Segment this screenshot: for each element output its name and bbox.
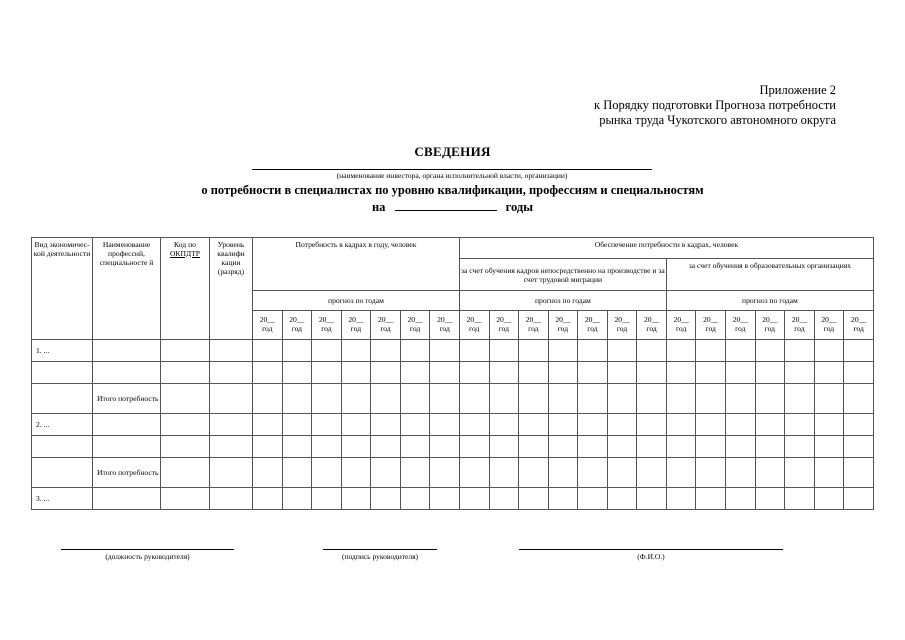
- year-label: 20__: [555, 315, 571, 324]
- year-label: 20__: [289, 315, 305, 324]
- appendix-line-2: к Порядку подготовки Прогноза потребности: [594, 98, 836, 112]
- value-cell[interactable]: [459, 362, 489, 384]
- value-cell[interactable]: [430, 340, 460, 362]
- value-cell[interactable]: [489, 362, 519, 384]
- table-row: [32, 488, 874, 510]
- value-cell[interactable]: [696, 488, 726, 510]
- value-cell[interactable]: [312, 384, 342, 414]
- year-word: год: [262, 324, 273, 333]
- value-cell[interactable]: [312, 458, 342, 488]
- year-label: 20__: [466, 315, 482, 324]
- table-row: [32, 436, 874, 458]
- value-cell[interactable]: [430, 384, 460, 414]
- value-cell[interactable]: [666, 414, 696, 436]
- value-cell[interactable]: [755, 414, 785, 436]
- value-cell[interactable]: [253, 458, 283, 488]
- position-line[interactable]: [61, 549, 234, 550]
- name-line[interactable]: [519, 549, 783, 550]
- value-cell[interactable]: [210, 362, 253, 384]
- year-word: год: [764, 324, 776, 333]
- value-cell[interactable]: [371, 340, 401, 362]
- value-cell[interactable]: [371, 458, 401, 488]
- value-cell[interactable]: [578, 384, 608, 414]
- value-cell[interactable]: [400, 458, 430, 488]
- year-word: год: [616, 324, 628, 333]
- value-cell[interactable]: [578, 488, 608, 510]
- activity-cell[interactable]: 1. ...: [32, 340, 93, 362]
- header-level: Уровень квалифи кации (разряд): [210, 238, 253, 340]
- value-cell[interactable]: [341, 488, 371, 510]
- value-cell[interactable]: [696, 384, 726, 414]
- profession-cell[interactable]: Итого потребность: [93, 384, 161, 414]
- value-cell[interactable]: [637, 384, 667, 414]
- value-cell[interactable]: [637, 362, 667, 384]
- signature-line[interactable]: [323, 549, 437, 550]
- header-forecast-education: прогноз по годам: [666, 291, 873, 311]
- appendix-line-1: Приложение 2: [759, 83, 836, 97]
- year-label: 20__: [821, 315, 837, 324]
- appendix-header: [560, 83, 836, 128]
- header-forecast-migration: прогноз по годам: [459, 291, 666, 311]
- value-cell[interactable]: [253, 414, 283, 436]
- value-cell[interactable]: [637, 414, 667, 436]
- investor-name-field[interactable]: [252, 169, 652, 170]
- value-cell[interactable]: [489, 384, 519, 414]
- header-code-okpdtr: ОКПДТР: [169, 249, 201, 258]
- value-cell[interactable]: [312, 488, 342, 510]
- value-cell[interactable]: [282, 436, 312, 458]
- year-header-cell: [637, 311, 667, 340]
- period-prefix: на: [371, 200, 386, 214]
- value-cell[interactable]: [400, 414, 430, 436]
- year-header-cell: [519, 311, 549, 340]
- value-cell[interactable]: [607, 488, 637, 510]
- value-cell[interactable]: [785, 458, 815, 488]
- year-word: год: [321, 324, 332, 333]
- value-cell[interactable]: [312, 414, 342, 436]
- value-cell[interactable]: [253, 362, 283, 384]
- name-caption: (Ф.И.О.): [637, 552, 665, 561]
- investor-caption: (наименование инвестора, органа исполнительной власти, организации): [336, 171, 568, 180]
- table-row: [32, 458, 874, 488]
- value-cell[interactable]: [282, 414, 312, 436]
- year-label: 20__: [525, 315, 541, 324]
- value-cell[interactable]: [696, 458, 726, 488]
- year-word: год: [528, 324, 539, 333]
- year-label: 20__: [584, 315, 601, 324]
- year-label: 20__: [791, 315, 807, 324]
- value-cell[interactable]: [161, 340, 210, 362]
- value-cell[interactable]: [253, 340, 283, 362]
- year-label: 20__: [348, 315, 364, 324]
- year-word: год: [469, 324, 480, 333]
- value-cell[interactable]: [844, 458, 874, 488]
- value-cell[interactable]: [400, 340, 430, 362]
- value-cell[interactable]: [282, 340, 312, 362]
- value-cell[interactable]: [726, 458, 756, 488]
- value-cell[interactable]: [814, 458, 844, 488]
- value-cell[interactable]: [341, 340, 371, 362]
- year-word: год: [409, 324, 421, 333]
- value-cell[interactable]: [430, 414, 460, 436]
- profession-cell[interactable]: [93, 340, 161, 362]
- value-cell[interactable]: [210, 458, 253, 488]
- year-word: год: [646, 324, 657, 333]
- table-row: [32, 414, 874, 436]
- year-header-cell: [785, 311, 815, 340]
- value-cell[interactable]: [814, 436, 844, 458]
- year-header-cell: [578, 311, 608, 340]
- value-cell[interactable]: [161, 488, 210, 510]
- needs-table: [31, 237, 874, 510]
- value-cell[interactable]: [161, 436, 210, 458]
- header-activity: Вид экономичес-кой деятельности: [32, 238, 93, 340]
- year-header-cell: [371, 311, 401, 340]
- year-label: 20__: [407, 315, 423, 324]
- value-cell[interactable]: [814, 414, 844, 436]
- value-cell[interactable]: [430, 488, 460, 510]
- value-cell[interactable]: [637, 488, 667, 510]
- value-cell[interactable]: [607, 384, 637, 414]
- value-cell[interactable]: [785, 488, 815, 510]
- year-label: 20__: [614, 315, 630, 324]
- value-cell[interactable]: [666, 488, 696, 510]
- value-cell[interactable]: [814, 340, 844, 362]
- value-cell[interactable]: [696, 362, 726, 384]
- value-cell[interactable]: [459, 436, 489, 458]
- profession-cell[interactable]: [93, 414, 161, 436]
- value-cell[interactable]: [161, 458, 210, 488]
- value-cell[interactable]: [210, 488, 253, 510]
- document-subtitle: о потребности в специалистах по уровню квалификации, профессиям и специальностям: [201, 183, 704, 197]
- year-word: год: [350, 324, 362, 333]
- value-cell[interactable]: [282, 458, 312, 488]
- year-word: год: [735, 324, 746, 333]
- year-word: год: [794, 324, 805, 333]
- year-header-cell: [400, 311, 430, 340]
- value-cell[interactable]: [459, 340, 489, 362]
- year-word: год: [587, 324, 598, 333]
- value-cell[interactable]: [726, 340, 756, 362]
- value-cell[interactable]: [726, 414, 756, 436]
- value-cell[interactable]: [578, 362, 608, 384]
- value-cell[interactable]: [371, 362, 401, 384]
- value-cell[interactable]: [371, 414, 401, 436]
- value-cell[interactable]: [489, 414, 519, 436]
- profession-cell[interactable]: Итого потребность: [93, 458, 161, 488]
- value-cell[interactable]: [548, 384, 578, 414]
- value-cell[interactable]: [844, 340, 874, 362]
- year-header-cell: [666, 311, 696, 340]
- value-cell[interactable]: [519, 362, 549, 384]
- value-cell[interactable]: [844, 414, 874, 436]
- year-label: 20__: [673, 315, 689, 324]
- value-cell[interactable]: [578, 340, 608, 362]
- value-cell[interactable]: [785, 436, 815, 458]
- value-cell[interactable]: [282, 488, 312, 510]
- value-cell[interactable]: [607, 362, 637, 384]
- period-suffix: годы: [505, 200, 534, 214]
- value-cell[interactable]: [755, 362, 785, 384]
- value-cell[interactable]: [430, 362, 460, 384]
- value-cell[interactable]: [548, 362, 578, 384]
- year-header-cell: [607, 311, 637, 340]
- year-header-cell: [696, 311, 726, 340]
- value-cell[interactable]: [459, 458, 489, 488]
- value-cell[interactable]: [253, 436, 283, 458]
- value-cell[interactable]: [696, 414, 726, 436]
- value-cell[interactable]: [400, 488, 430, 510]
- year-label: 20__: [259, 315, 275, 324]
- year-header-cell: [755, 311, 785, 340]
- value-cell[interactable]: [548, 488, 578, 510]
- year-word: год: [675, 324, 687, 333]
- value-cell[interactable]: [844, 436, 874, 458]
- year-label: 20__: [644, 315, 660, 324]
- header-need: Потребность в кадрах в году, человек: [253, 238, 460, 291]
- value-cell[interactable]: [400, 362, 430, 384]
- value-cell[interactable]: [489, 436, 519, 458]
- value-cell[interactable]: [210, 384, 253, 414]
- value-cell[interactable]: [548, 340, 578, 362]
- value-cell[interactable]: [607, 340, 637, 362]
- value-cell[interactable]: [726, 384, 756, 414]
- year-header-cell: [726, 311, 756, 340]
- activity-cell[interactable]: [32, 436, 93, 458]
- activity-cell[interactable]: 3. ...: [32, 488, 93, 510]
- value-cell[interactable]: [548, 436, 578, 458]
- value-cell[interactable]: [312, 340, 342, 362]
- value-cell[interactable]: [726, 436, 756, 458]
- value-cell[interactable]: [312, 436, 342, 458]
- value-cell[interactable]: [341, 384, 371, 414]
- value-cell[interactable]: [814, 488, 844, 510]
- value-cell[interactable]: [341, 458, 371, 488]
- value-cell[interactable]: [371, 384, 401, 414]
- document-title: СВЕДЕНИЯ: [414, 144, 491, 159]
- year-word: год: [380, 324, 391, 333]
- value-cell[interactable]: [489, 488, 519, 510]
- year-label: 20__: [762, 315, 778, 324]
- year-header-cell: [253, 311, 283, 340]
- header-forecast-need: прогноз по годам: [253, 291, 460, 311]
- value-cell[interactable]: [459, 414, 489, 436]
- header-supply: Обеспечение потребности в кадрах, человек: [459, 238, 873, 259]
- value-cell[interactable]: [341, 436, 371, 458]
- year-word: год: [498, 324, 509, 333]
- value-cell[interactable]: [666, 458, 696, 488]
- value-cell[interactable]: [253, 488, 283, 510]
- header-profession: Наименование профессий, специальносте й: [93, 238, 161, 340]
- year-label: 20__: [732, 315, 748, 324]
- value-cell[interactable]: [210, 414, 253, 436]
- header-supply-migration: за счет обучения кадров непосредственно на производстве и за счет трудовой миграции: [459, 259, 666, 291]
- value-cell[interactable]: [489, 340, 519, 362]
- value-cell[interactable]: [666, 436, 696, 458]
- activity-cell[interactable]: [32, 458, 93, 488]
- year-label: 20__: [703, 315, 719, 324]
- year-label: 20__: [496, 315, 512, 324]
- year-header-cell: [430, 311, 460, 340]
- value-cell[interactable]: [519, 488, 549, 510]
- value-cell[interactable]: [400, 384, 430, 414]
- value-cell[interactable]: [210, 436, 253, 458]
- header-code: [161, 238, 210, 340]
- value-cell[interactable]: [341, 414, 371, 436]
- value-cell[interactable]: [489, 458, 519, 488]
- year-word: год: [439, 324, 450, 333]
- year-header-cell: [459, 311, 489, 340]
- value-cell[interactable]: [161, 414, 210, 436]
- value-cell[interactable]: [519, 458, 549, 488]
- year-header-cell: [341, 311, 371, 340]
- signature-caption: (подпись руководителя): [341, 552, 419, 561]
- value-cell[interactable]: [844, 384, 874, 414]
- activity-cell[interactable]: [32, 362, 93, 384]
- profession-cell[interactable]: [93, 436, 161, 458]
- value-cell[interactable]: [637, 340, 667, 362]
- value-cell[interactable]: [755, 488, 785, 510]
- header-code-prefix: Код по: [174, 240, 196, 249]
- year-word: год: [853, 324, 864, 333]
- value-cell[interactable]: [578, 458, 608, 488]
- value-cell[interactable]: [519, 340, 549, 362]
- position-caption: (должность руководителя): [105, 552, 190, 561]
- value-cell[interactable]: [755, 384, 785, 414]
- value-cell[interactable]: [253, 384, 283, 414]
- value-cell[interactable]: [341, 362, 371, 384]
- year-word: год: [291, 324, 303, 333]
- year-label: 20__: [318, 315, 334, 324]
- year-word: год: [823, 324, 835, 333]
- value-cell[interactable]: [459, 488, 489, 510]
- value-cell[interactable]: [785, 362, 815, 384]
- table-row: [32, 362, 874, 384]
- table-row: [32, 384, 874, 414]
- period-years-field[interactable]: [395, 199, 497, 211]
- value-cell[interactable]: [519, 436, 549, 458]
- value-cell[interactable]: [726, 362, 756, 384]
- value-cell[interactable]: [282, 362, 312, 384]
- year-header-cell: [844, 311, 874, 340]
- value-cell[interactable]: [519, 384, 549, 414]
- value-cell[interactable]: [785, 384, 815, 414]
- year-label: 20__: [377, 315, 394, 324]
- year-word: год: [705, 324, 716, 333]
- appendix-line-3: рынка труда Чукотского автономного округа: [599, 113, 836, 127]
- year-label: 20__: [437, 315, 453, 324]
- value-cell[interactable]: [607, 458, 637, 488]
- year-header-cell: [312, 311, 342, 340]
- value-cell[interactable]: [726, 488, 756, 510]
- year-header-cell: [489, 311, 519, 340]
- table-row: [32, 340, 874, 362]
- value-cell[interactable]: [519, 414, 549, 436]
- value-cell[interactable]: [371, 488, 401, 510]
- value-cell[interactable]: [548, 414, 578, 436]
- value-cell[interactable]: [755, 340, 785, 362]
- value-cell[interactable]: [210, 340, 253, 362]
- value-cell[interactable]: [282, 384, 312, 414]
- value-cell[interactable]: [785, 414, 815, 436]
- value-cell[interactable]: [814, 362, 844, 384]
- value-cell[interactable]: [430, 436, 460, 458]
- value-cell[interactable]: [637, 436, 667, 458]
- value-cell[interactable]: [666, 340, 696, 362]
- period-line: [0, 199, 905, 215]
- activity-cell[interactable]: 2. ...: [32, 414, 93, 436]
- value-cell[interactable]: [607, 436, 637, 458]
- value-cell[interactable]: [844, 488, 874, 510]
- value-cell[interactable]: [785, 340, 815, 362]
- value-cell[interactable]: [814, 384, 844, 414]
- profession-cell[interactable]: [93, 488, 161, 510]
- value-cell[interactable]: [459, 384, 489, 414]
- value-cell[interactable]: [607, 414, 637, 436]
- value-cell[interactable]: [696, 340, 726, 362]
- value-cell[interactable]: [371, 436, 401, 458]
- year-label: 20__: [851, 315, 867, 324]
- year-header-cell: [814, 311, 844, 340]
- value-cell[interactable]: [755, 458, 785, 488]
- value-cell[interactable]: [666, 384, 696, 414]
- year-word: год: [557, 324, 569, 333]
- value-cell[interactable]: [312, 362, 342, 384]
- value-cell[interactable]: [696, 436, 726, 458]
- year-header-cell: [282, 311, 312, 340]
- value-cell[interactable]: [578, 436, 608, 458]
- header-supply-education: за счет обучения в образовательных организациях: [666, 259, 873, 291]
- value-cell[interactable]: [637, 458, 667, 488]
- value-cell[interactable]: [548, 458, 578, 488]
- value-cell[interactable]: [844, 362, 874, 384]
- value-cell[interactable]: [666, 362, 696, 384]
- activity-cell[interactable]: [32, 384, 93, 414]
- value-cell[interactable]: [161, 384, 210, 414]
- value-cell[interactable]: [755, 436, 785, 458]
- value-cell[interactable]: [578, 414, 608, 436]
- year-header-cell: [548, 311, 578, 340]
- value-cell[interactable]: [400, 436, 430, 458]
- value-cell[interactable]: [430, 458, 460, 488]
- value-cell[interactable]: [161, 362, 210, 384]
- profession-cell[interactable]: [93, 362, 161, 384]
